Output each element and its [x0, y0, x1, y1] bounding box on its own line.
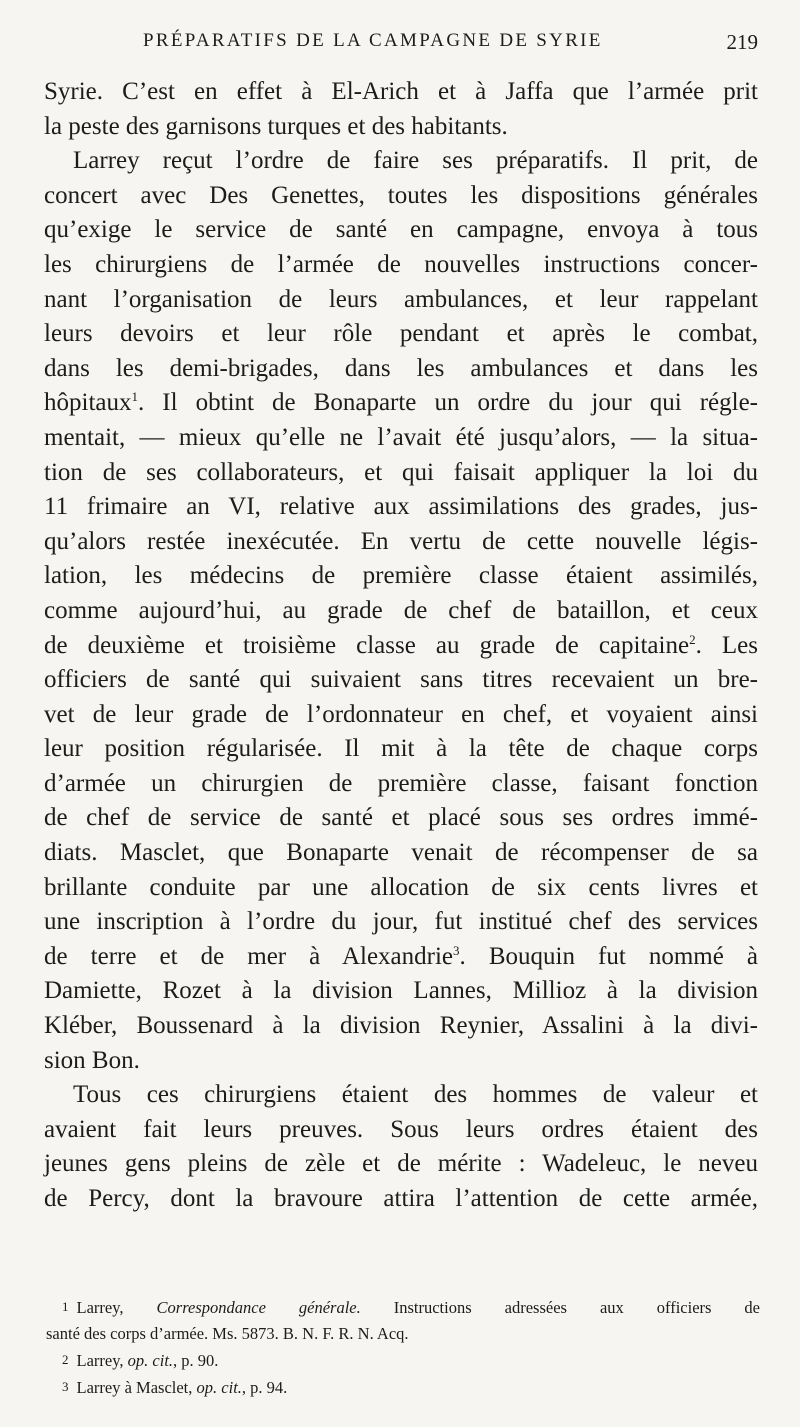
- footnote-2: [46, 1347, 760, 1374]
- text-line: concert avec Des Genettes, toutes les dispositions générales: [44, 181, 758, 209]
- text-line: leur position régularisée. Il mit à la tête de chaque corps: [44, 735, 758, 763]
- text-line: Kléber, Boussenard à la division Reynier, Assalini à la divi-: [44, 1012, 758, 1040]
- text-line: qu’alors restée inexécutée. En vertu de cette nouvelle légis-: [44, 527, 758, 555]
- text-line: la peste des garnisons turques et des habitants.: [44, 112, 508, 140]
- text-line: qu’exige le service de santé en campagne, envoya à tous: [44, 216, 758, 244]
- text-line: dans les demi-brigades, dans les ambulances et dans les: [44, 354, 758, 382]
- footnote-marker: 3: [62, 1379, 69, 1394]
- text-line: mentait, — mieux qu’elle ne l’avait été jusqu’alors, — la situa-: [44, 423, 758, 451]
- text-line: avaient fait leurs preuves. Sous leurs ordres étaient des: [44, 1115, 758, 1143]
- text-line: officiers de santé qui suivaient sans titres recevaient un bre-: [44, 666, 758, 694]
- text-line: Larrey reçut l’ordre de faire ses préparatifs. Il prit, de: [73, 147, 758, 175]
- footnote-1: [46, 1294, 760, 1321]
- text-line: [44, 629, 758, 664]
- footnote-text: Larrey à Masclet,: [76, 1378, 197, 1397]
- text-segment: hôpitaux: [44, 389, 132, 417]
- footnote-text: , p. 94.: [241, 1378, 288, 1397]
- text-line: une inscription à l’ordre du jour, fut institué chef des services: [44, 908, 758, 936]
- footnote-text: Larrey,: [76, 1351, 128, 1370]
- text-line: les chirurgiens de l’armée de nouvelles instructions concer-: [44, 250, 758, 278]
- footnote-1-continuation: santé des corps d’armée. Ms. 5873. B. N. F. R. N. Acq.: [46, 1324, 409, 1343]
- footnote-text: Instructions adressées aux officiers de: [360, 1298, 760, 1317]
- text-line: vet de leur grade de l’ordonnateur en chef, et voyaient ainsi: [44, 700, 758, 728]
- text-line: lation, les médecins de première classe étaient assimilés,: [44, 562, 758, 590]
- text-line: diats. Masclet, que Bonaparte venait de récompenser de sa: [44, 839, 758, 867]
- footnote-text: , p. 90.: [173, 1351, 219, 1370]
- footnote-text: Larrey,: [76, 1298, 157, 1317]
- text-segment: . Bouquin fut nommé à: [459, 942, 758, 970]
- footnote-reference: 2: [689, 631, 696, 647]
- footnotes: [46, 1294, 760, 1401]
- text-segment: . Les: [695, 631, 758, 659]
- text-line: Damiette, Rozet à la division Lannes, Millioz à la division: [44, 977, 758, 1005]
- text-line: Tous ces chirurgiens étaient des hommes de valeur et: [73, 1081, 758, 1109]
- text-line: 11 frimaire an VI, relative aux assimilations des grades, jus-: [44, 493, 758, 521]
- footnote-marker: 2: [62, 1352, 69, 1367]
- text-line: de Percy, dont la bravoure attira l’attention de cette armée,: [44, 1185, 758, 1212]
- text-line: brillante conduite par une allocation de six cents livres et: [44, 873, 758, 901]
- text-line: sion Bon.: [44, 1046, 140, 1074]
- text-segment: . Il obtint de Bonaparte un ordre du jour qui régle-: [138, 389, 758, 417]
- text-line: nant l’organisation de leurs ambulances, et leur rappelant: [44, 285, 758, 313]
- text-line: tion de ses collaborateurs, et qui faisait appliquer la loi du: [44, 458, 758, 486]
- text-line: [44, 386, 758, 421]
- body-text: [44, 75, 758, 1217]
- text-line: de chef de service de santé et placé sous ses ordres immé-: [44, 804, 758, 832]
- footnote-3: [46, 1374, 760, 1401]
- footnote-reference: 1: [131, 389, 138, 405]
- text-line: comme aujourd’hui, au grade de chef de bataillon, et ceux: [44, 596, 758, 624]
- text-line: d’armée un chirurgien de première classe, faisant fonction: [44, 769, 758, 797]
- running-head: [0, 30, 800, 60]
- text-line: leurs devoirs et leur rôle pendant et après le combat,: [44, 320, 758, 348]
- footnote-title: Correspondance générale.: [156, 1298, 361, 1317]
- text-line: Syrie. C’est en effet à El-Arich et à Jaffa que l’armée prit: [44, 78, 758, 105]
- running-title: PRÉPARATIFS DE LA CAMPAGNE DE SYRIE: [143, 30, 603, 51]
- text-segment: de terre et de mer à Alexandrie: [44, 942, 454, 970]
- text-line: jeunes gens pleins de zèle et de mérite : Wadeleuc, le neveu: [44, 1150, 758, 1178]
- page-number: 219: [726, 30, 758, 54]
- footnote-reference: 3: [453, 942, 460, 958]
- text-segment: de deuxième et troisième classe au grade de capitaine: [44, 631, 690, 659]
- footnote-citation: op. cit.: [196, 1378, 242, 1397]
- text-line: [44, 940, 758, 975]
- footnote-marker: 1: [62, 1299, 69, 1314]
- footnote-citation: op. cit.: [127, 1351, 174, 1370]
